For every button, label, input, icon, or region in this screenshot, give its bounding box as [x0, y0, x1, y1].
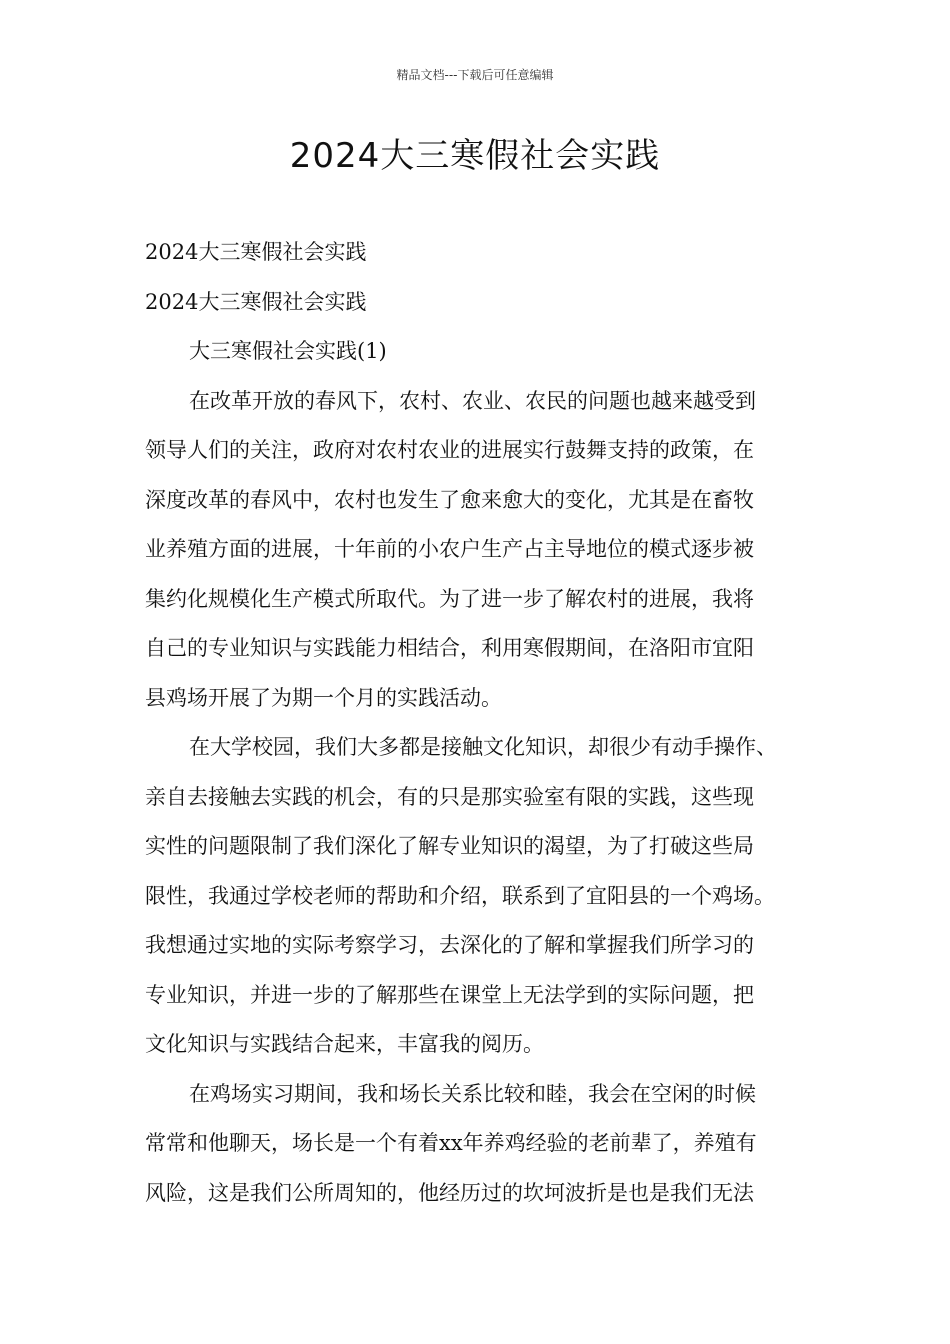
paragraph-line: 在鸡场实习期间，我和场长关系比较和睦，我会在空闲的时候: [189, 1081, 756, 1106]
paragraph-line: 自己的专业知识与实践能力相结合，利用寒假期间，在洛阳市宜阳: [145, 636, 754, 660]
paragraph-line: 在改革开放的春风下，农村、农业、农民的问题也越来越受到: [189, 388, 756, 413]
paragraph-line: 限性，我通过学校老师的帮助和介绍，联系到了宜阳县的一个鸡场。: [145, 883, 775, 908]
section-heading: 大三寒假社会实践(1): [189, 339, 387, 363]
paragraph-line: 深度改革的春风中，农村也发生了愈来愈大的变化，尤其是在畜牧: [145, 487, 754, 512]
paragraph-line: 集约化规模化生产模式所取代。为了进一步了解农村的进展，我将: [145, 586, 754, 611]
paragraph-line: 风险，这是我们公所周知的，他经历过的坎坷波折是也是我们无法: [145, 1180, 754, 1205]
paragraph-line: 业养殖方面的进展，十年前的小农户生产占主导地位的模式逐步被: [145, 537, 754, 561]
paragraph-line: 专业知识，并进一步的了解那些在课堂上无法学到的实际问题，把: [145, 982, 754, 1007]
paragraph-line: 实性的问题限制了我们深化了解专业知识的渴望，为了打破这些局: [145, 834, 754, 858]
paragraph-line: 我想通过实地的实际考察学习，去深化的了解和掌握我们所学习的: [145, 933, 754, 957]
paragraph-line: 文化知识与实践结合起来，丰富我的阅历。: [145, 1032, 544, 1056]
paragraph-line: 亲自去接触去实践的机会，有的只是那实验室有限的实践，这些现: [145, 784, 754, 809]
document-body: [145, 228, 810, 1218]
subtitle-line: 2024大三寒假社会实践: [145, 289, 367, 314]
paragraph-line: 领导人们的关注，政府对农村农业的进展实行鼓舞支持的政策，在: [145, 438, 754, 462]
document-title: 2024大三寒假社会实践: [289, 136, 661, 176]
page-header: 精品文档---下载后可任意编辑: [396, 68, 554, 82]
subtitle-line: 2024大三寒假社会实践: [145, 240, 367, 264]
paragraph-line: 常常和他聊天，场长是一个有着xx年养鸡经验的老前辈了，养殖有: [145, 1131, 757, 1155]
paragraph-line: 在大学校园，我们大多都是接触文化知识，却很少有动手操作、: [189, 735, 777, 759]
paragraph-line: 县鸡场开展了为期一个月的实践活动。: [145, 685, 502, 710]
